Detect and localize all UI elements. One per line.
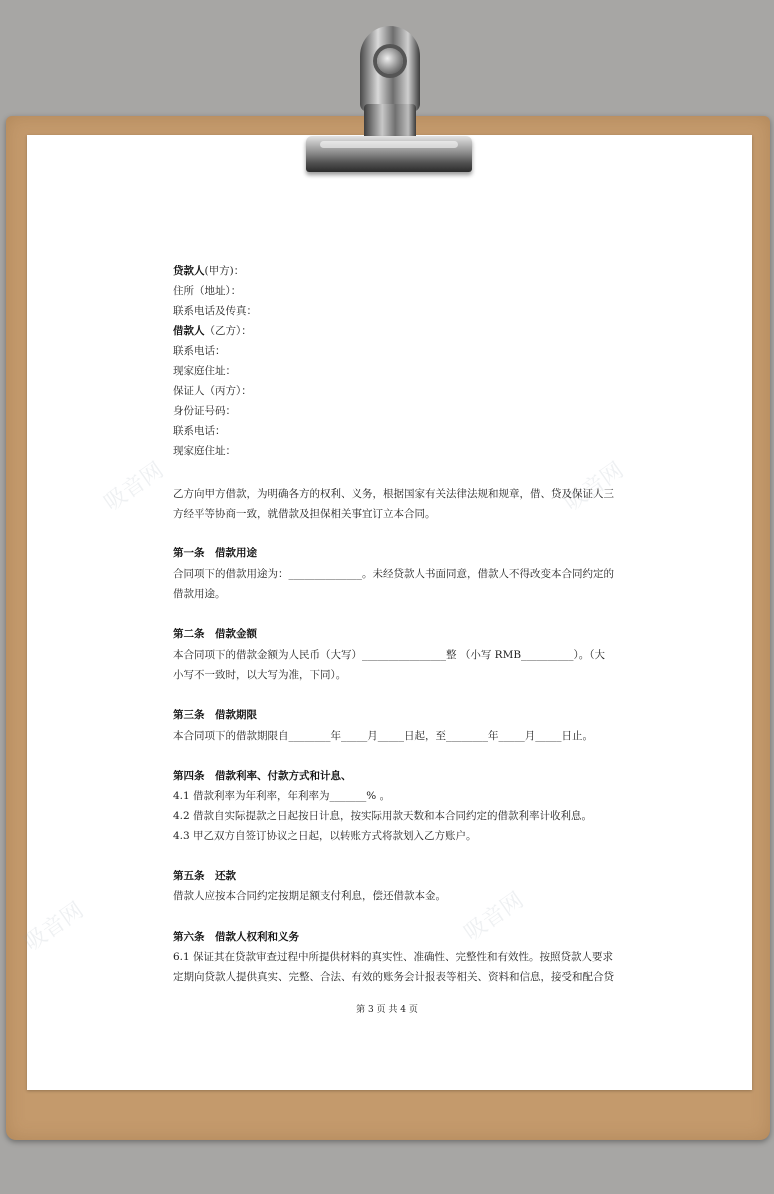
watermark: 吸音网 (99, 457, 169, 517)
article-title: 第一条 借款用途 (173, 547, 257, 559)
article-text: 小写不一致时，以大写为准，下同）。 (173, 669, 347, 681)
article-title: 第六条 借款人权利和义务 (173, 931, 299, 943)
preamble-line: 方经平等协商一致，就借款及担保相关事宜订立本合同。 (173, 508, 436, 520)
preamble-line: 乙方向甲方借款，为明确各方的权利、义务，根据国家有关法律法规和规章，借、贷及保证人三 (173, 488, 614, 500)
watermark: 吸音网 (459, 887, 529, 947)
guarantor-phone-line: 联系电话： (173, 425, 226, 437)
lender-phone-line: 联系电话及传真： (173, 305, 257, 317)
watermark: 吸音网 (19, 897, 89, 957)
article-text: 合同项下的借款用途为：______________。未经贷款人书面同意，借款人不得改变本合同约定的 (173, 568, 614, 580)
article-title: 第五条 还款 (173, 870, 236, 882)
article-text: 本合同项下的借款期限自________年_____月_____日起，至________年_____月_____日止。 (173, 730, 593, 742)
binder-clip-icon (300, 26, 478, 176)
lender-address-line: 住所（地址）： (173, 285, 242, 297)
article-text: 借款用途。 (173, 588, 226, 600)
article-title: 第二条 借款金额 (173, 628, 257, 640)
guarantor-address-line: 现家庭住址： (173, 445, 236, 457)
article-text: 借款人应按本合同约定按期足额支付利息，偿还借款本金。 (173, 890, 446, 902)
lender-line: 贷款人(甲方)： (173, 265, 245, 277)
article-text: 4.2 借款自实际提款之日起按日计息，按实际用款天数和本合同约定的借款利率计收利息。 (173, 810, 593, 822)
article-title: 第三条 借款期限 (173, 709, 257, 721)
watermark: 吸音网 (559, 457, 629, 517)
guarantor-line: 保证人（丙方）： (173, 385, 252, 397)
article-text: 4.3 甲乙双方自签订协议之日起，以转账方式将款划入乙方账户。 (173, 830, 477, 842)
borrower-phone-line: 联系电话： (173, 345, 226, 357)
article-text: 6.1 保证其在贷款审查过程中所提供材料的真实性、准确性、完整性和有效性。按照贷款人要求 (173, 951, 614, 963)
article-text: 定期向贷款人提供真实、完整、合法、有效的账务会计报表等相关、资料和信息，接受和配合贷 (173, 971, 614, 983)
borrower-address-line: 现家庭住址： (173, 365, 236, 377)
article-text: 本合同项下的借款金额为人民币（大写）________________整 （小写 RMB__________）。（大 (173, 649, 606, 661)
article-title: 第四条 借款利率、付款方式和计息、 (173, 770, 352, 782)
guarantor-id-line: 身份证号码： (173, 405, 236, 417)
page-number: 第 3 页 共 4 页 (356, 1005, 418, 1015)
borrower-line: 借款人（乙方）： (173, 325, 252, 337)
article-text: 4.1 借款利率为年利率，年利率为_______% 。 (173, 790, 391, 802)
